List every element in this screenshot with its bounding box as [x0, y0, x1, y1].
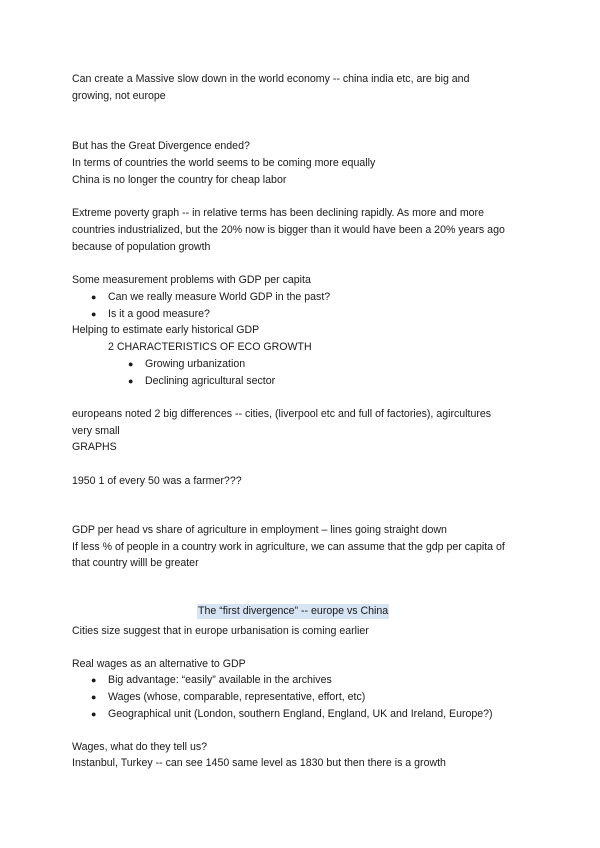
bullet-icon: ●: [91, 675, 97, 685]
bullet-icon: ●: [91, 292, 97, 302]
text-line: 1950 1 of every 50 was a farmer???: [72, 475, 242, 487]
bullet-icon: ●: [128, 376, 134, 386]
list-item: Can we really measure World GDP in the past?: [108, 291, 331, 303]
text-line: If less % of people in a country work in agriculture, we can assume that the gdp per capita of: [72, 541, 505, 553]
bullet-icon: ●: [128, 359, 134, 369]
text-line: countries industrialized, but the 20% now is bigger than it would have been a 20% years ago: [72, 224, 505, 236]
bullet-icon: ●: [91, 692, 97, 702]
text-line: Extreme poverty graph -- in relative terms has been declining rapidly. As more and more: [72, 207, 484, 219]
section-heading: The “first divergence” -- europe vs China: [198, 605, 389, 617]
text-line: because of population growth: [72, 241, 211, 253]
text-line: Can create a Massive slow down in the world economy -- china india etc, are big and: [72, 73, 470, 85]
text-line: growing, not europe: [72, 90, 166, 102]
text-line: that country willl be greater: [72, 557, 199, 569]
text-line: Some measurement problems with GDP per capita: [72, 274, 311, 286]
text-line: very small: [72, 425, 120, 437]
text-line: China is no longer the country for cheap labor: [72, 174, 287, 186]
text-line: GRAPHS: [72, 441, 117, 453]
text-line: Real wages as an alternative to GDP: [72, 658, 246, 670]
bullet-icon: ●: [91, 309, 97, 319]
text-line: europeans noted 2 big differences -- cities, (liverpool etc and full of factories), agircultures: [72, 408, 492, 420]
text-line: GDP per head vs share of agriculture in employment – lines going straight down: [72, 524, 447, 536]
text-line: Cities size suggest that in europe urbanisation is coming earlier: [72, 625, 369, 637]
text-line: Helping to estimate early historical GDP: [72, 324, 260, 336]
text-line: But has the Great Divergence ended?: [72, 140, 250, 152]
sub-heading: 2 CHARACTERISTICS OF ECO GROWTH: [108, 341, 312, 353]
text-line: In terms of countries the world seems to be coming more equally: [72, 157, 376, 169]
list-item: Geographical unit (London, southern England, England, UK and Ireland, Europe?): [108, 708, 493, 720]
list-item: Is it a good measure?: [108, 308, 210, 320]
text-line: Wages, what do they tell us?: [72, 741, 208, 753]
text-line: Instanbul, Turkey -- can see 1450 same level as 1830 but then there is a growth: [72, 757, 446, 769]
bullet-icon: ●: [91, 709, 97, 719]
list-item: Wages (whose, comparable, representative, effort, etc): [108, 691, 366, 703]
list-item: Growing urbanization: [145, 358, 246, 370]
list-item: Declining agricultural sector: [145, 375, 276, 387]
list-item: Big advantage: “easily” available in the archives: [108, 674, 332, 686]
